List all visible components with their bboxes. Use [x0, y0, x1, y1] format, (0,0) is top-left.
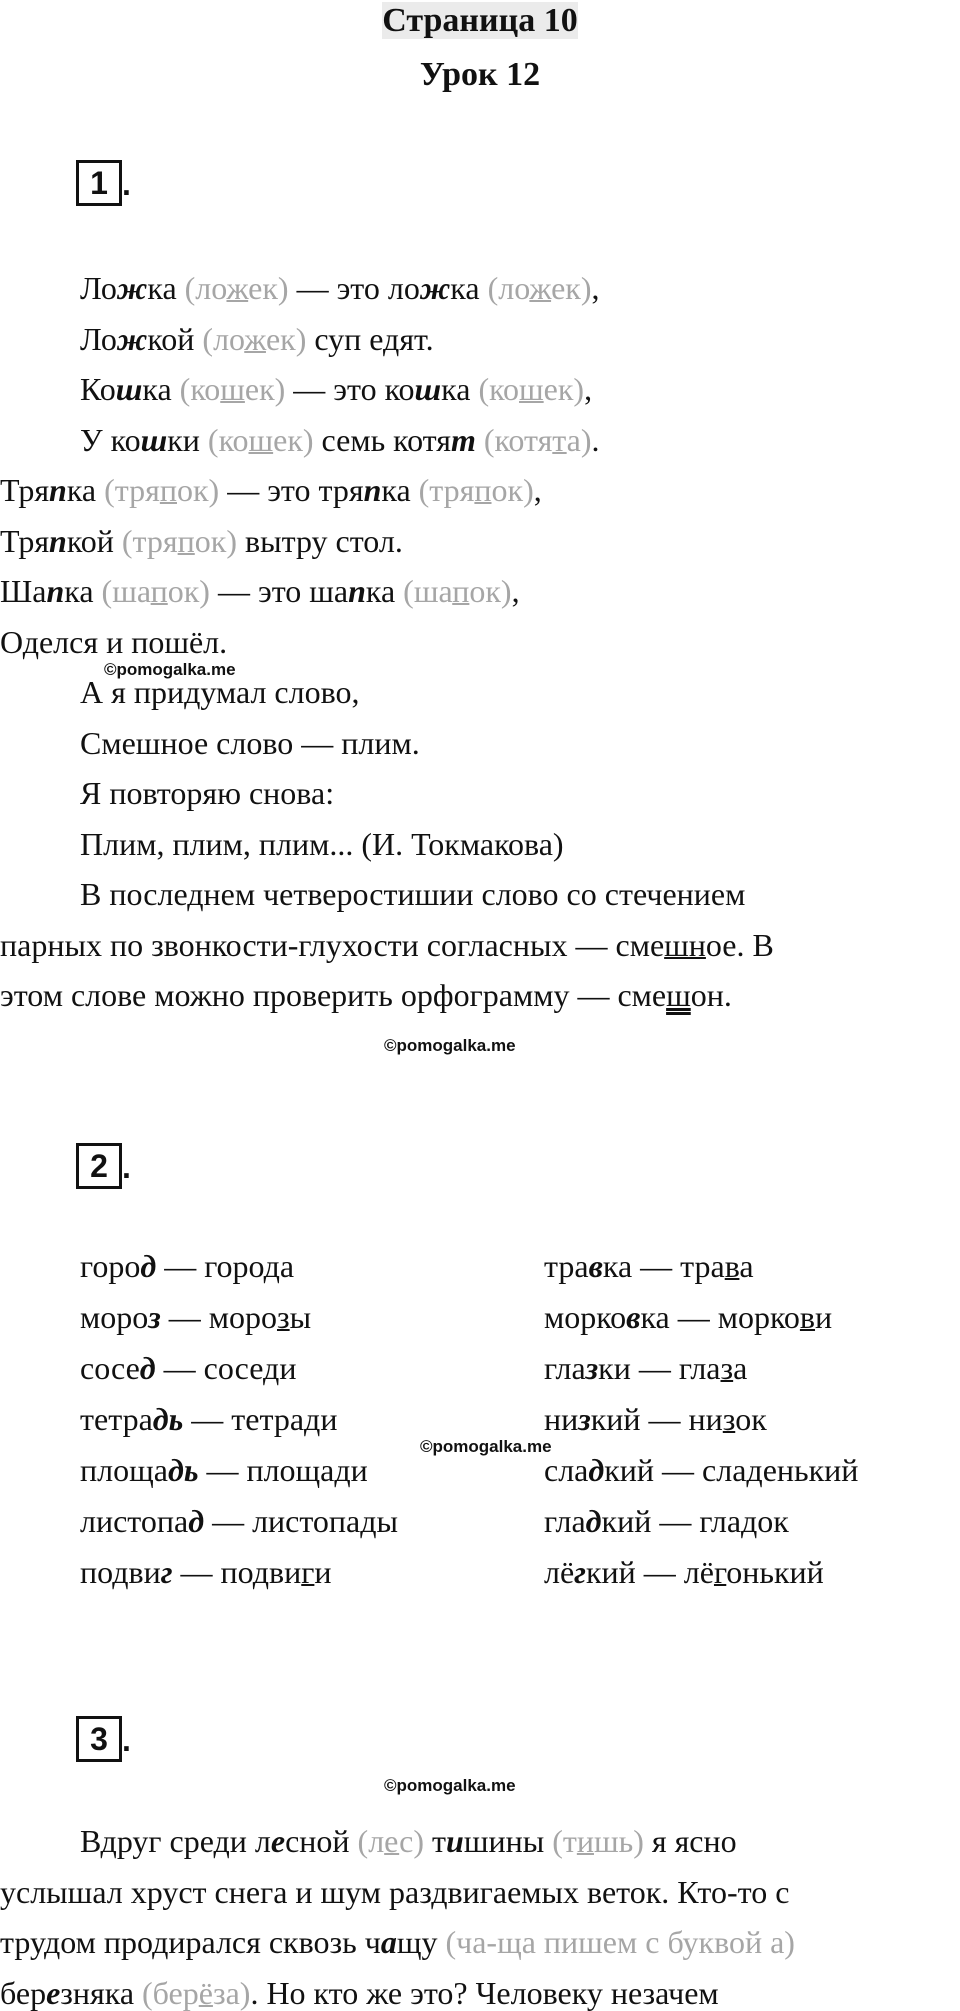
text-fragment: а [733, 1350, 748, 1386]
marked-letter: и [576, 1823, 594, 1859]
marked-letter: шь) [593, 1823, 644, 1859]
task-3-number: 3 [76, 1716, 122, 1762]
text-fragment: — это ло [288, 270, 420, 306]
marked-letter: з [722, 1401, 736, 1437]
text-fragment: бер [0, 1974, 47, 2011]
text-fragment: Смешное слово — плим. [80, 724, 420, 761]
text-fragment: . [591, 421, 600, 458]
marked-letter: (л [357, 1823, 385, 1859]
marked-letter: в [724, 1248, 740, 1284]
text-fragment: ка — тра [602, 1248, 725, 1284]
marked-letter: за) [212, 1974, 251, 2011]
watermark: ©pomogalka.me [420, 1437, 552, 1456]
text-fragment: кой [147, 320, 203, 357]
text-fragment: ка [441, 371, 479, 407]
page-number-title: Страница 10 [382, 2, 578, 39]
marked-letter: ок) [167, 573, 210, 609]
marked-letter: д [585, 1503, 602, 1539]
watermark: ©pomogalka.me [104, 660, 236, 679]
text-fragment: Плим, плим, плим... (И. Токмакова) [80, 825, 564, 862]
marked-letter: ж [116, 320, 148, 357]
text-fragment: этом слове можно проверить орфограмму — сме [0, 977, 667, 1013]
marked-letter: шн [664, 926, 706, 963]
marked-letter: (ша [101, 573, 151, 609]
text-fragment: Ко [80, 371, 116, 407]
marked-letter: е [46, 1974, 61, 2011]
marked-letter: д [304, 1401, 321, 1437]
text-fragment: Вдруг среди л [80, 1823, 271, 1859]
marked-letter: ш [248, 421, 274, 458]
word-pair-right [544, 1299, 832, 1335]
marked-letter: п [49, 522, 67, 559]
marked-letter: г [160, 1554, 173, 1590]
text-fragment: У ко [80, 421, 141, 458]
text-fragment: онький [726, 1554, 824, 1590]
marked-letter: (ко [207, 421, 249, 458]
marked-letter: з [148, 1299, 161, 1335]
word-pair-right [544, 1350, 747, 1386]
text-fragment: морко [544, 1299, 627, 1335]
text-line [0, 1975, 719, 2011]
poem-line [80, 371, 592, 407]
marked-letter: ш [115, 371, 143, 407]
text-fragment: ка [64, 573, 102, 609]
marked-letter: ек) [273, 421, 314, 458]
marked-letter: в [588, 1248, 603, 1284]
task-1-number: 1 [76, 160, 122, 206]
text-fragment: — это ко [285, 371, 415, 407]
marked-letter: ок) [194, 522, 237, 559]
text-fragment: сной [285, 1823, 358, 1859]
text-fragment: суп едят. [306, 320, 434, 357]
marked-letter: ек) [244, 371, 286, 407]
text-fragment: листопа [80, 1503, 189, 1539]
text-fragment: ы [289, 1299, 312, 1335]
text-fragment: В последнем четверостишии слово со стечением [80, 876, 746, 912]
marked-letter: г [301, 1554, 315, 1590]
text-fragment: Ша [0, 573, 47, 609]
marked-letter: ок) [491, 472, 534, 508]
marked-letter: т [450, 421, 476, 458]
text-fragment: шины [463, 1823, 553, 1859]
text-fragment: , [511, 573, 520, 609]
marked-letter: (бер [142, 1974, 199, 2011]
text-fragment: ка [381, 472, 419, 508]
text-fragment: ка — морко [640, 1299, 800, 1335]
text-fragment: ы [376, 1503, 399, 1539]
lesson-title: Урок 12 [419, 56, 541, 93]
marked-letter: ш [140, 421, 168, 458]
marked-letter: д [360, 1503, 377, 1539]
marked-letter: (ко [478, 371, 520, 407]
text-fragment: площа [80, 1452, 168, 1488]
marked-letter: д [140, 1248, 157, 1284]
marked-letter: в [626, 1299, 641, 1335]
text-fragment: — площа [198, 1452, 335, 1488]
poem-line [0, 472, 542, 508]
marked-letter: п [46, 573, 65, 609]
marked-letter: ш [220, 371, 245, 407]
marked-letter: д [588, 1452, 605, 1488]
text-fragment: — горо [156, 1248, 264, 1284]
poem-line [0, 523, 403, 559]
word-pair-left [80, 1452, 368, 1488]
word-pair-left [80, 1248, 294, 1284]
text-fragment [476, 422, 484, 458]
text-fragment: услышал хруст снега и шум раздвигаемых веток. Кто-то с [0, 1873, 790, 1910]
text-fragment: кий — лё [585, 1554, 714, 1590]
text-fragment: и [815, 1299, 833, 1335]
text-fragment: и [350, 1452, 368, 1488]
text-fragment: Я повторяю снова: [80, 775, 335, 811]
marked-letter: д [741, 1503, 758, 1539]
marked-letter: п [452, 573, 470, 609]
marked-letter: (ко [179, 371, 221, 407]
text-fragment: трудом продирался сквозь ч [0, 1924, 381, 1960]
text-fragment: ок [735, 1401, 767, 1437]
marked-letter: в [799, 1299, 816, 1335]
marked-letter: з [720, 1350, 734, 1386]
marked-letter: з [276, 1299, 290, 1335]
text-fragment: ка [450, 270, 488, 306]
text-fragment: гла [544, 1503, 586, 1539]
text-fragment: ни [544, 1401, 579, 1437]
text-fragment: — тетра [183, 1401, 305, 1437]
task-2-number: 2 [76, 1143, 122, 1189]
text-fragment: ое. В [705, 926, 774, 963]
marked-letter: г [574, 1554, 586, 1590]
marked-letter: ж [116, 270, 148, 306]
marked-letter: ш [519, 371, 544, 407]
text-fragment: кий — ни [590, 1401, 723, 1437]
marked-letter: ек) [543, 371, 585, 407]
marked-letter: е [270, 1823, 286, 1859]
text-fragment: вытру стол. [236, 522, 403, 559]
marked-letter: (ло [184, 270, 227, 306]
text-fragment: — это тря [219, 472, 364, 508]
text-fragment: кий — сла [604, 1452, 747, 1488]
text-fragment: — моро [160, 1299, 277, 1335]
marked-letter: з [578, 1401, 591, 1437]
text-fragment: А я придумал слово, [80, 674, 360, 710]
marked-letter: (тря [121, 522, 178, 559]
text-fragment: щу [396, 1924, 446, 1960]
text-fragment: Тря [0, 472, 50, 508]
poem-line [80, 725, 420, 761]
word-pair-right [544, 1401, 767, 1437]
poem-line [0, 624, 227, 660]
word-pair-right [544, 1503, 789, 1539]
marked-letter: д [263, 1248, 280, 1284]
text-fragment: ки [167, 421, 208, 458]
text-fragment: сла [544, 1452, 589, 1488]
text-line [80, 1823, 737, 1859]
task-3-dot: . [122, 1722, 131, 1758]
marked-letter: (ло [487, 270, 530, 306]
marked-letter: г [713, 1554, 727, 1590]
word-pair-left [80, 1401, 337, 1437]
marked-letter: п [363, 472, 382, 508]
word-pair-right [544, 1452, 858, 1488]
poem-line [0, 977, 732, 1013]
text-fragment: горо [80, 1248, 141, 1284]
text-fragment: он. [690, 977, 732, 1013]
text-fragment: Тря [0, 522, 50, 559]
text-fragment: я ясно [643, 1823, 737, 1859]
poem-line [80, 321, 434, 357]
marked-letter: (ша [403, 573, 453, 609]
marked-letter: ж [226, 270, 249, 306]
poem-line [0, 573, 520, 609]
marked-letter: ш [666, 977, 691, 1013]
text-fragment: тра [544, 1248, 589, 1284]
text-fragment: зняка [60, 1974, 143, 2011]
text-fragment: тетра [80, 1401, 153, 1437]
marked-letter: (ча-ща пишем с буквой а) [445, 1924, 795, 1960]
marked-letter: ек) [248, 270, 289, 306]
marked-letter: е [384, 1823, 400, 1859]
poem-line [0, 927, 774, 963]
text-fragment: ки — гла [598, 1350, 721, 1386]
word-pair-right [544, 1248, 754, 1284]
marked-letter: дь [167, 1452, 199, 1488]
page-title [0, 2, 960, 40]
text-fragment: ка [147, 270, 185, 306]
text-fragment: семь котя [313, 421, 451, 458]
marked-letter: ш [414, 371, 442, 407]
marked-letter: (т [552, 1823, 577, 1859]
marked-letter: и [446, 1823, 464, 1859]
text-fragment: а [279, 1248, 295, 1284]
text-fragment: кой [66, 522, 122, 559]
marked-letter: (ло [202, 320, 245, 357]
word-pair-left [80, 1554, 332, 1590]
marked-letter: с) [399, 1823, 425, 1859]
text-fragment: Ло [80, 320, 117, 357]
marked-letter: д [139, 1350, 156, 1386]
word-pair-left [80, 1350, 296, 1386]
marked-letter: п [49, 472, 67, 508]
text-fragment: — подви [172, 1554, 302, 1590]
text-fragment: — сосе [155, 1350, 264, 1386]
marked-letter: з [585, 1350, 599, 1386]
task-2-dot: . [122, 1149, 131, 1185]
text-fragment: ка [66, 472, 105, 508]
text-fragment: гла [544, 1350, 586, 1386]
marked-letter: ок) [469, 573, 512, 609]
text-line [0, 1874, 789, 1910]
text-fragment: и [314, 1554, 332, 1590]
marked-letter: д [263, 1350, 280, 1386]
text-line [0, 1924, 795, 1960]
text-fragment: моро [80, 1299, 149, 1335]
text-fragment: — листопа [204, 1503, 361, 1539]
marked-letter: ж [529, 270, 552, 306]
text-fragment: подви [80, 1554, 161, 1590]
poem-line [80, 270, 599, 306]
marked-letter: ек) [265, 320, 307, 357]
marked-letter: ж [244, 320, 266, 357]
marked-letter: ок) [176, 472, 220, 508]
watermark: ©pomogalka.me [384, 1776, 516, 1795]
poem-line [80, 876, 745, 912]
text-fragment: т [424, 1823, 447, 1859]
marked-letter: д [334, 1452, 351, 1488]
text-fragment: ка [365, 573, 404, 609]
text-fragment: кий — гла [601, 1503, 742, 1539]
text-fragment: Оделся и пошёл. [0, 623, 228, 660]
marked-letter: (котя [483, 421, 553, 458]
marked-letter: ж [419, 270, 451, 306]
text-fragment: енький [762, 1452, 859, 1488]
text-fragment: , [584, 371, 593, 407]
text-fragment: . Но кто же это? Человеку незачем [250, 1974, 719, 2011]
word-pair-left [80, 1299, 311, 1335]
marked-letter: дь [152, 1401, 184, 1437]
text-fragment: , [591, 270, 600, 306]
marked-letter: п [177, 522, 195, 559]
marked-letter: ек) [551, 270, 592, 306]
task-1-dot: . [122, 166, 131, 202]
marked-letter: т [552, 421, 567, 458]
text-fragment: парных по звонкости-глухости согласных — сме [0, 926, 665, 963]
marked-letter: п [150, 573, 168, 609]
marked-letter: п [348, 573, 366, 609]
marked-letter: (тря [104, 472, 160, 508]
marked-letter: а) [566, 421, 592, 458]
marked-letter: д [746, 1452, 763, 1488]
text-fragment: Ло [80, 270, 117, 306]
marked-letter: ё [198, 1974, 213, 2011]
marked-letter: п [159, 472, 177, 508]
text-fragment: ка [142, 371, 180, 407]
text-fragment: и [320, 1401, 338, 1437]
marked-letter: п [474, 472, 492, 508]
text-fragment: — это ша [209, 573, 349, 609]
poem-line [80, 826, 564, 862]
poem-line [80, 775, 334, 811]
word-pair-left [80, 1503, 398, 1539]
text-fragment: ок [757, 1503, 789, 1539]
marked-letter: а [380, 1924, 397, 1960]
text-fragment: а [739, 1248, 754, 1284]
text-fragment: сосе [80, 1350, 140, 1386]
word-pair-right [544, 1554, 824, 1590]
text-fragment: лё [544, 1554, 575, 1590]
poem-line [80, 422, 600, 458]
text-fragment: , [533, 472, 542, 508]
marked-letter: (тря [418, 472, 475, 508]
text-fragment: и [279, 1350, 297, 1386]
watermark: ©pomogalka.me [384, 1036, 516, 1055]
marked-letter: д [188, 1503, 205, 1539]
